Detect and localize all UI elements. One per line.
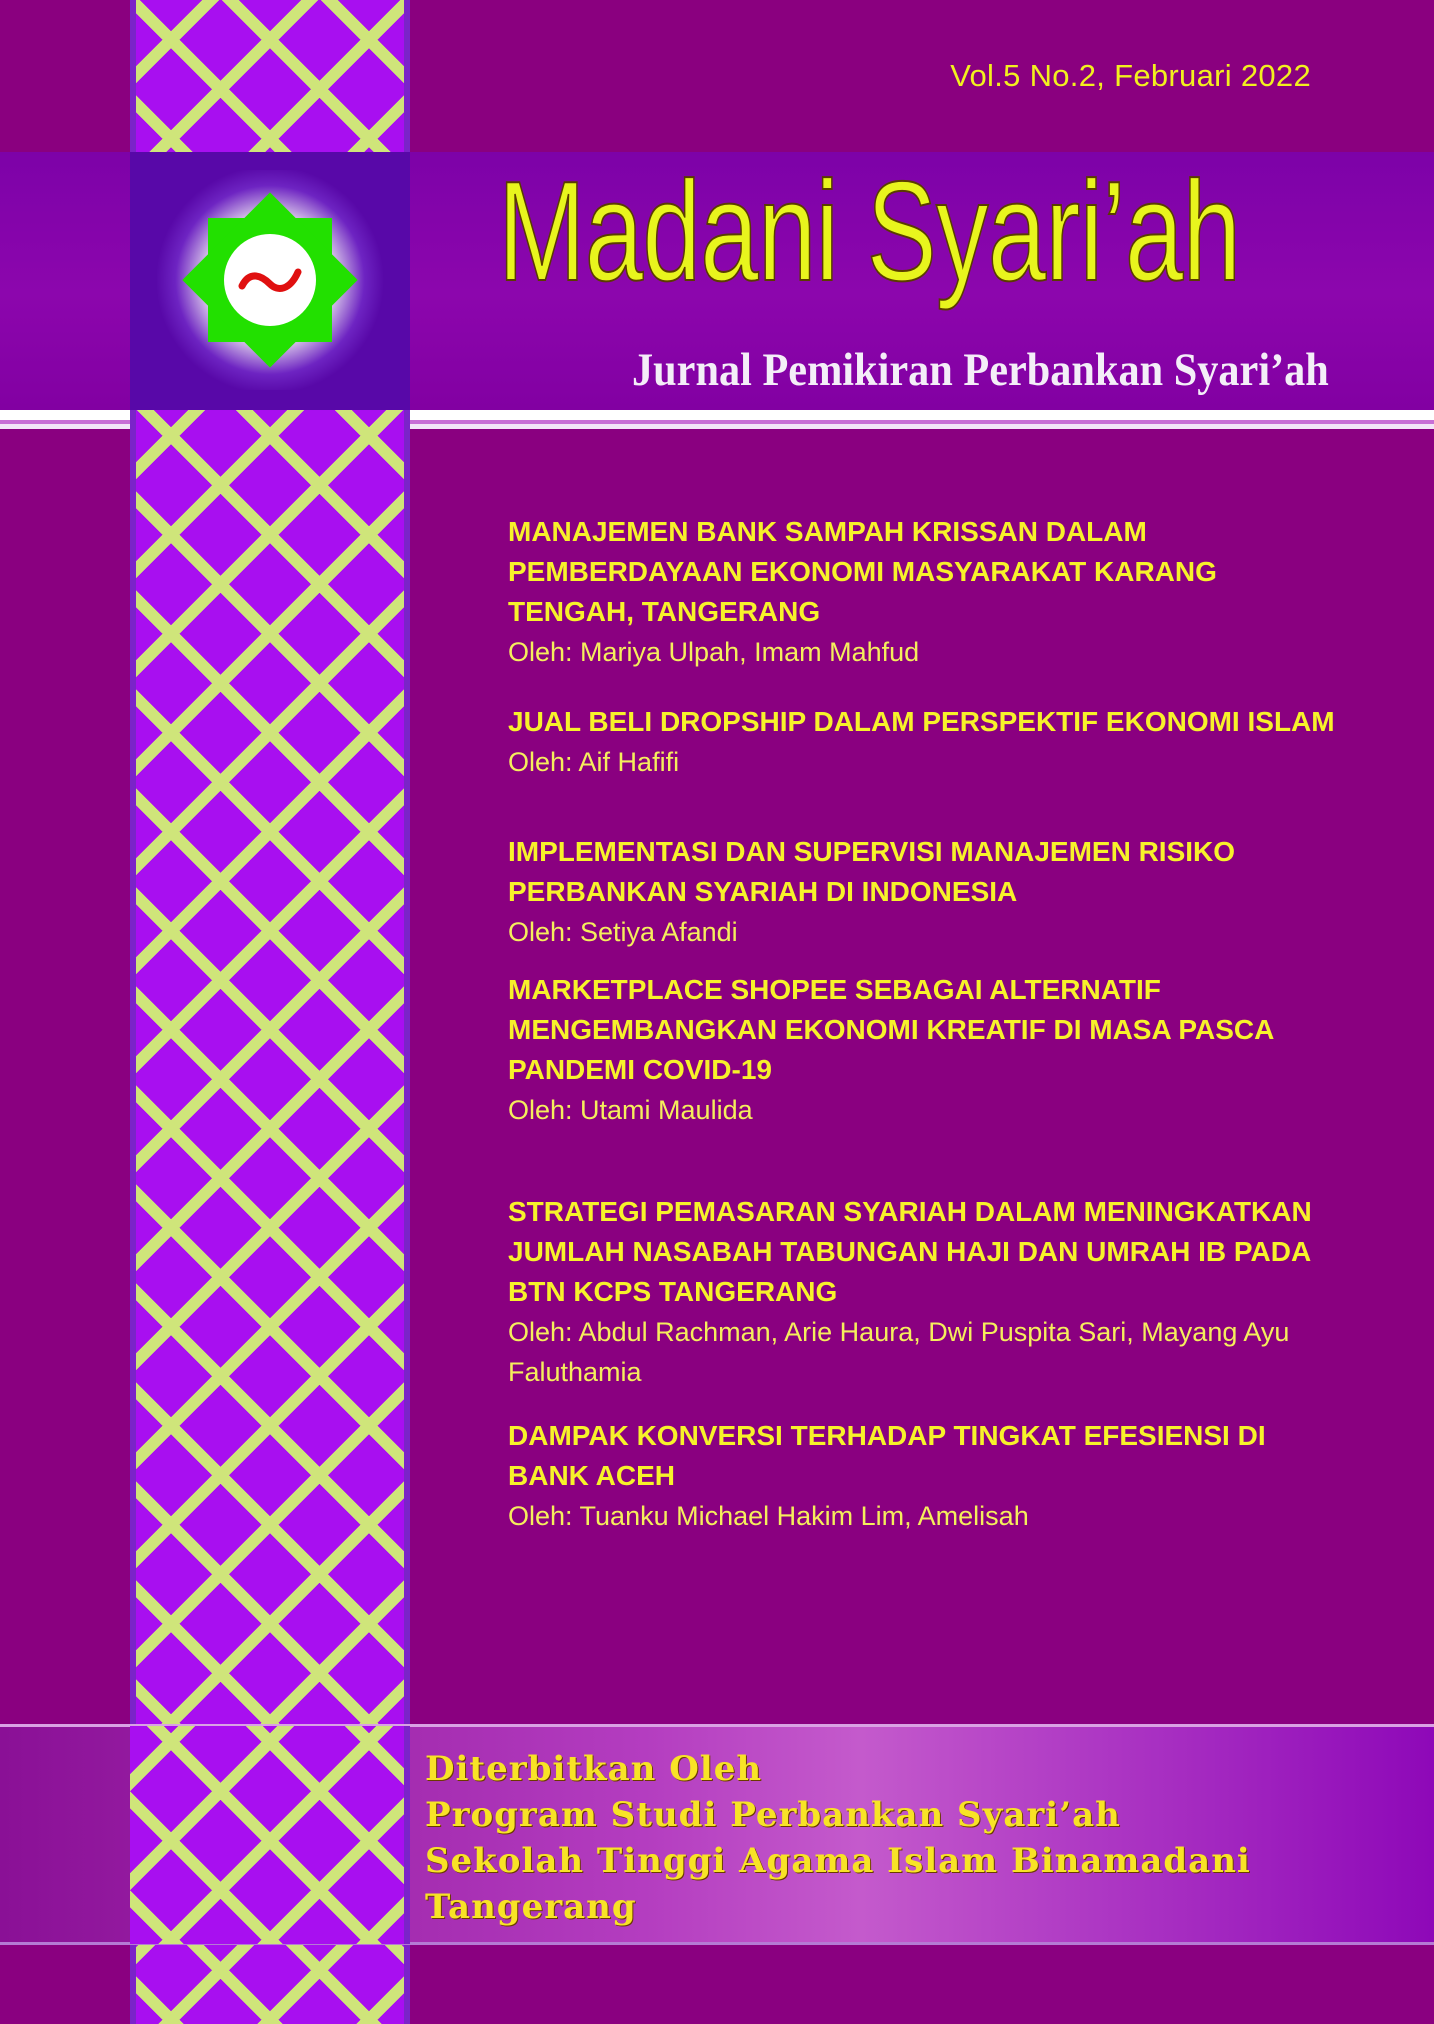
volume-issue-date: Vol.5 No.2, Februari 2022 <box>950 58 1311 93</box>
article-author: Oleh: Setiya Afandi <box>508 917 738 947</box>
journal-title: Madani Syari’ah <box>498 152 1241 311</box>
article-title: MANAJEMEN BANK SAMPAH KRISSAN DALAM <box>508 516 1147 547</box>
article-author: Oleh: Abdul Rachman, Arie Haura, Dwi Puspita Sari, Mayang Ayu <box>508 1317 1290 1347</box>
article-title: STRATEGI PEMASARAN SYARIAH DALAM MENINGKATKAN <box>508 1196 1312 1227</box>
article-author: Faluthamia <box>508 1357 642 1387</box>
publisher-line: Tangerang <box>425 1887 637 1927</box>
article-title: IMPLEMENTASI DAN SUPERVISI MANAJEMEN RISIKO <box>508 836 1236 867</box>
article-title: JUMLAH NASABAH TABUNGAN HAJI DAN UMRAH IB PADA <box>508 1236 1312 1267</box>
publisher-line: Diterbitkan Oleh <box>425 1749 763 1789</box>
article-author: Oleh: Tuanku Michael Hakim Lim, Amelisah <box>508 1501 1029 1531</box>
article-title: PEMBERDAYAAN EKONOMI MASYARAKAT KARANG <box>508 556 1217 587</box>
article-3 <box>508 832 1358 952</box>
article-5 <box>508 1192 1358 1392</box>
article-title: DAMPAK KONVERSI TERHADAP TINGKAT EFESIENSI DI <box>508 1420 1266 1451</box>
article-author: Oleh: Aif Hafifi <box>508 747 680 777</box>
article-title: JUAL BELI DROPSHIP DALAM PERSPEKTIF EKONOMI ISLAM <box>508 706 1335 737</box>
publisher-line: Program Studi Perbankan Syari’ah <box>425 1795 1121 1835</box>
article-author: Oleh: Mariya Ulpah, Imam Mahfud <box>508 637 920 667</box>
publisher-info <box>425 1746 1425 1930</box>
article-2 <box>508 702 1358 782</box>
article-title: PANDEMI COVID-19 <box>508 1054 772 1085</box>
article-4 <box>508 970 1358 1130</box>
islamic-pattern-column-lower <box>130 1726 410 1944</box>
article-title: MENGEMBANGKAN EKONOMI KREATIF DI MASA PASCA <box>508 1014 1275 1045</box>
pattern-edge-right-lower <box>404 1726 410 1944</box>
journal-subtitle: Jurnal Pemikiran Perbankan Syari’ah <box>632 344 1329 396</box>
article-title: BTN KCPS TANGERANG <box>508 1276 838 1307</box>
article-author: Oleh: Utami Maulida <box>508 1095 753 1125</box>
article-title: BANK ACEH <box>508 1460 675 1491</box>
publisher-line: Sekolah Tinggi Agama Islam Binamadani <box>425 1841 1251 1881</box>
article-list <box>508 512 1358 1536</box>
journal-logo-icon <box>170 180 370 380</box>
article-title: PERBANKAN SYARIAH DI INDONESIA <box>508 876 1018 907</box>
article-6 <box>508 1416 1358 1536</box>
article-title: MARKETPLACE SHOPEE SEBAGAI ALTERNATIF <box>508 974 1161 1005</box>
article-1 <box>508 512 1358 672</box>
article-title: TENGAH, TANGERANG <box>508 596 821 627</box>
